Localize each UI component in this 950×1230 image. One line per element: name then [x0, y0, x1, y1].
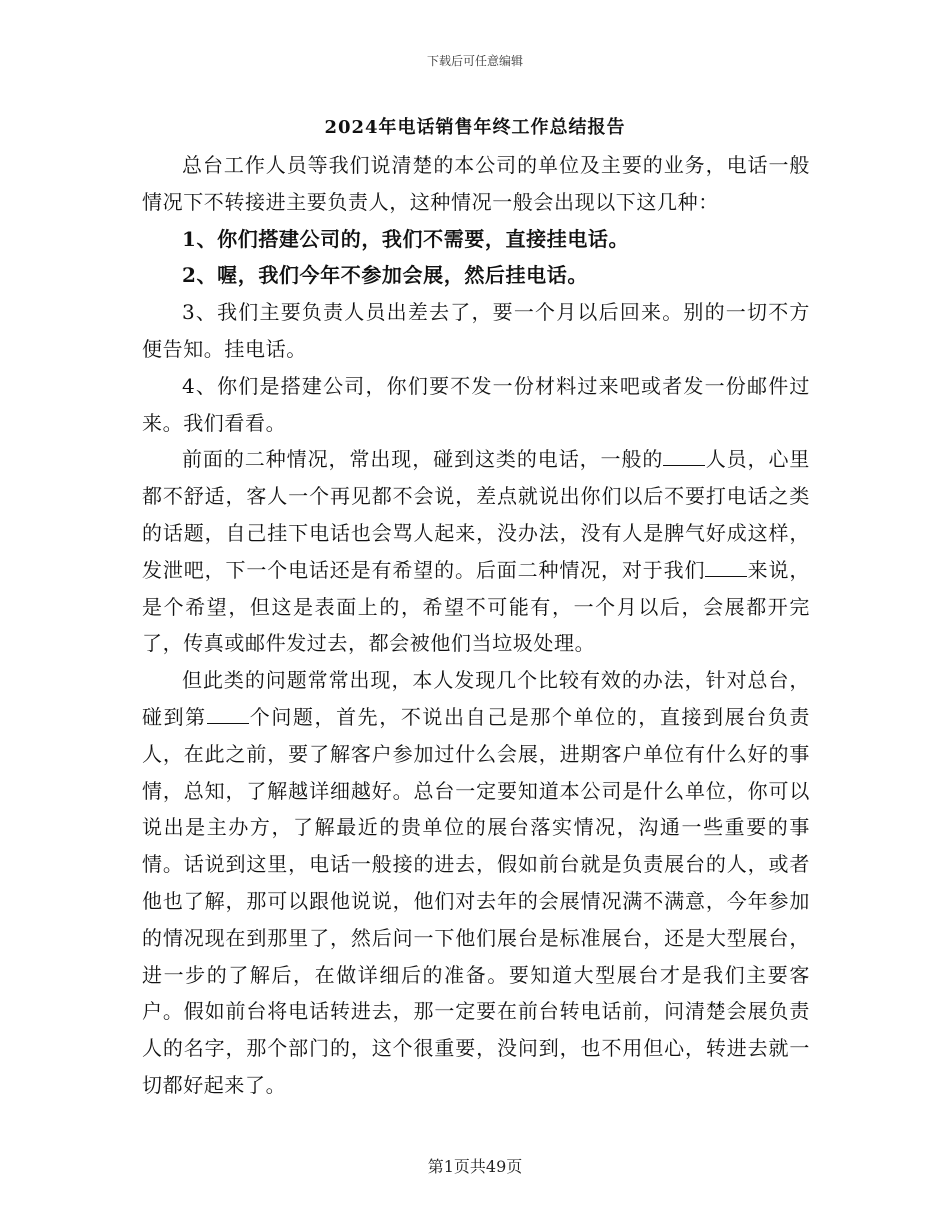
fill-blank [207, 705, 249, 724]
paragraph-case-2: 2、喔，我们今年不参加会展，然后挂电话。 [182, 263, 588, 288]
document-body [142, 147, 810, 1104]
fill-blank [705, 558, 747, 577]
paragraph-case-4: 4、你们是搭建公司，你们要不发一份材料过来吧或者发一份邮件过来。我们看看。 [142, 373, 810, 435]
paragraph-analysis: 前面的二种情况，常出现，碰到这类的电话，一般的 人员，心里都不舒适，客人一个再见都不会说，差点就说出你们以后不要打电话之类的话题，自己挂下电话也会骂人起来，没办法，没有人是脾气好成这样，发泄吧，下一个电话还是有希望的。后面二种情况，对于我们 来说，是个希望，但这是表面上的，希望不可能有，一个月以后，会展都开完了，传真或邮件发过去，都会被他们当垃圾处理。 [142, 447, 810, 656]
paragraph-case-1: 1、你们搭建公司的，我们不需要，直接挂电话。 [182, 226, 630, 251]
page-footer: 第1页共49页 [427, 1157, 523, 1176]
paragraph-solution: 但此类的问题常常出现，本人发现几个比较有效的办法，针对总台，碰到第 个问题，首先，不说出自己是那个单位的，直接到展台负责人，在此之前，要了解客户参加过什么会展，进期客户单位有什么好的事情，总知，了解越详细越好。总台一定要知道本公司是什么单位，你可以说出是主办方，了解最近的贵单位的展台落实情况，沟通一些重要的事情。话说到这里，电话一般接的进去，假如前台就是负责展台的人，或者他也了解，那可以跟他说说，他们对去年的会展情况满不满意，今年参加的情况现在到那里了，然后问一下他们展台是标准展台，还是大型展台，进一步的了解后，在做详细后的准备。要知道大型展台才是我们主要客户。假如前台将电话转进去，那一定要在前台转电话前，问清楚会展负责人的名字，那个部门的，这个很重要，没问到，也不用但心，转进去就一切都好起来了。 [142, 668, 810, 1097]
paragraph-intro: 总台工作人员等我们说清楚的本公司的单位及主要的业务，电话一般情况下不转接进主要负责人，这种情况一般会出现以下这几种： [142, 153, 810, 214]
fill-blank [663, 447, 705, 466]
paragraph-case-3: 3、我们主要负责人员出差去了，要一个月以后回来。别的一切不方便告知。挂电话。 [142, 300, 810, 361]
document-title: 2024年电话销售年终工作总结报告 [324, 117, 626, 138]
page-header: 下载后可任意编辑 [426, 54, 523, 68]
